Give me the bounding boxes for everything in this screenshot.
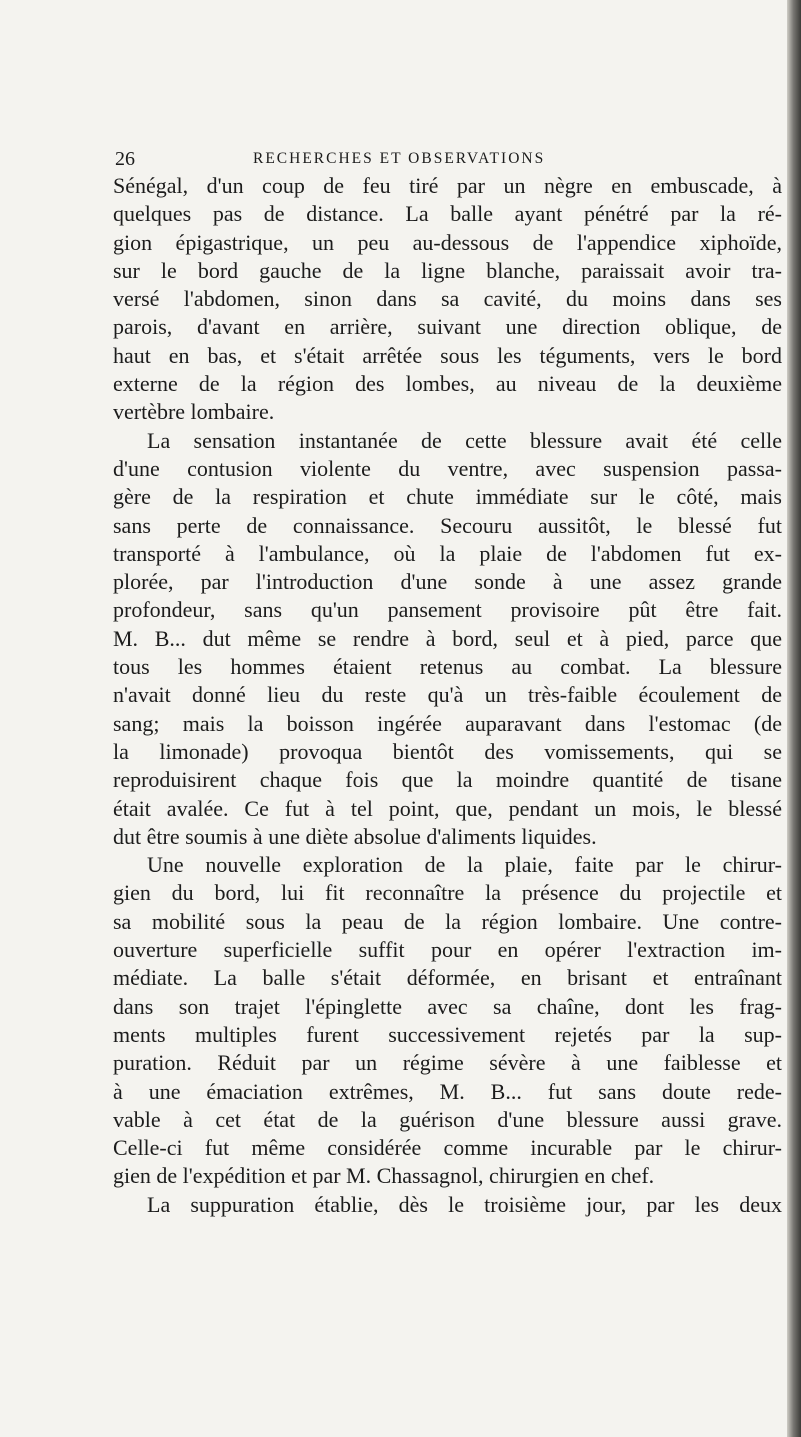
text-line: haut en bas, et s'était arrêtée sous les téguments, vers le bord	[113, 342, 782, 368]
running-title: RECHERCHES ET OBSERVATIONS	[253, 150, 546, 167]
text-line: vertèbre lombaire.	[113, 399, 275, 425]
text-line: sang; mais la boisson ingérée auparavant dans l'estomac (de	[113, 710, 782, 736]
text-line: sur le bord gauche de la ligne blanche, paraissait avoir tra-	[113, 257, 782, 283]
text-line: gion épigastrique, un peu au-dessous de l'appendice xiphoïde,	[113, 229, 782, 255]
text-line: sa mobilité sous la peau de la région lombaire. Une contre-	[113, 908, 782, 934]
text-line: dans son trajet l'épinglette avec sa chaîne, dont les frag-	[113, 993, 782, 1019]
text-line: gère de la respiration et chute immédiate sur le côté, mais	[113, 484, 782, 510]
text-line: externe de la région des lombes, au niveau de la deuxième	[113, 371, 782, 397]
text-line: Sénégal, d'un coup de feu tiré par un nègre en embuscade, à	[113, 173, 782, 198]
text-line: n'avait donné lieu du reste qu'à un très-faible écoulement de	[113, 682, 782, 708]
text-line: était avalée. Ce fut à tel point, que, pendant un mois, le blessé	[113, 795, 782, 821]
text-line: gien de l'expédition et par M. Chassagnol, chirurgien en chef.	[113, 1163, 655, 1189]
text-line: d'une contusion violente du ventre, avec suspension passa-	[113, 455, 782, 481]
running-header	[115, 146, 781, 172]
text-line: M. B... dut même se rendre à bord, seul et à pied, parce que	[113, 625, 782, 651]
text-line: sans perte de connaissance. Secouru aussitôt, le blessé fut	[113, 512, 782, 538]
page-number: 26	[115, 148, 135, 170]
text-line: gien du bord, lui fit reconnaître la présence du projectile et	[113, 880, 782, 906]
text-line: vable à cet état de la guérison d'une blessure aussi grave.	[113, 1106, 782, 1132]
text-line: ouverture superficielle suffit pour en opérer l'extraction im-	[113, 937, 782, 963]
text-line: à une émaciation extrêmes, M. B... fut sans doute rede-	[113, 1078, 782, 1104]
text-line: Une nouvelle exploration de la plaie, faite par le chirur-	[147, 852, 782, 878]
body-text	[113, 172, 782, 1219]
text-line: médiate. La balle s'était déformée, en brisant et entraînant	[113, 965, 782, 991]
text-line: transporté à l'ambulance, où la plaie de l'abdomen fut ex-	[113, 540, 782, 566]
text-line: versé l'abdomen, sinon dans sa cavité, du moins dans ses	[113, 286, 782, 312]
text-line: la limonade) provoqua bientôt des vomissements, qui se	[113, 738, 782, 764]
text-line: profondeur, sans qu'un pansement provisoire pût être fait.	[113, 597, 782, 623]
text-line: ments multiples furent successivement rejetés par la sup-	[113, 1021, 782, 1047]
text-line: quelques pas de distance. La balle ayant pénétré par la ré-	[113, 201, 782, 227]
text-line: reproduisirent chaque fois que la moindre quantité de tisane	[113, 767, 782, 793]
text-line: puration. Réduit par un régime sévère à une faiblesse et	[113, 1050, 782, 1076]
text-line: plorée, par l'introduction d'une sonde à une assez grande	[113, 569, 782, 595]
text-line: dut être soumis à une diète absolue d'aliments liquides.	[113, 823, 597, 849]
text-line: La sensation instantanée de cette blessure avait été celle	[147, 427, 782, 453]
text-line: parois, d'avant en arrière, suivant une direction oblique, de	[113, 314, 782, 340]
text-line: La suppuration établie, dès le troisième jour, par les deux	[147, 1191, 782, 1217]
text-line: Celle-ci fut même considérée comme incurable par le chirur-	[113, 1135, 782, 1161]
page-edge-shadow	[787, 0, 801, 1437]
text-line: tous les hommes étaient retenus au combat. La blessure	[113, 654, 782, 680]
